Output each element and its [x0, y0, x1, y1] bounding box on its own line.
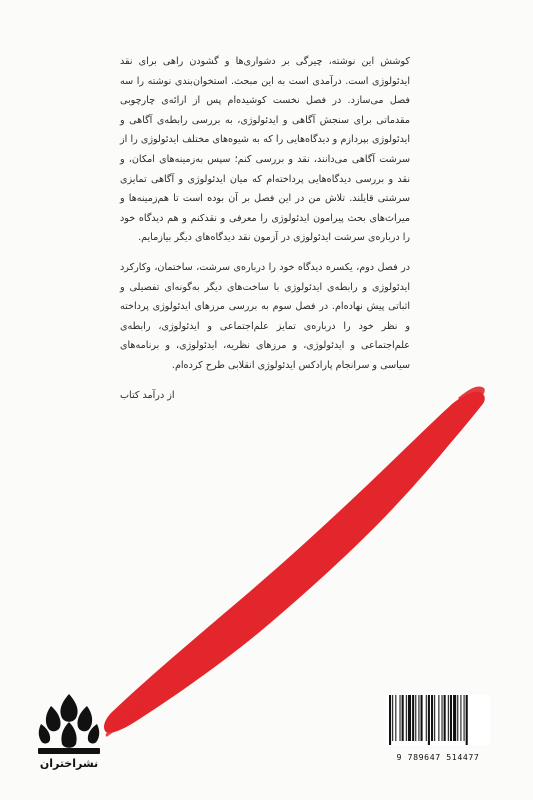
- barcode-bar: [442, 695, 443, 741]
- barcode-bar: [395, 695, 396, 741]
- source-caption: از درآمد کتاب: [120, 389, 175, 401]
- onion-dome-logo-icon: [36, 692, 102, 756]
- barcode-bar: [438, 695, 439, 741]
- brush-stroke-main: [104, 392, 485, 733]
- barcode-bar: [415, 695, 416, 741]
- barcode-bar: [421, 695, 423, 741]
- barcode-bar: [448, 695, 449, 741]
- barcode-bar: [389, 695, 391, 745]
- barcode-bar: [460, 695, 461, 741]
- back-cover-text: [120, 52, 410, 415]
- barcode-bar: [408, 695, 411, 741]
- barcode-bar: [418, 695, 419, 741]
- barcode-bar: [466, 695, 468, 745]
- barcode-bars: [386, 695, 490, 745]
- publisher-logo-graphic: [36, 692, 102, 756]
- barcode-bar: [464, 695, 465, 741]
- barcode-bar: [426, 695, 427, 741]
- isbn-number: 9 789647 514477: [396, 752, 480, 762]
- publisher-name: نشراختران: [39, 757, 99, 770]
- barcode-bar: [453, 695, 456, 741]
- barcode-bar: [406, 695, 407, 741]
- paragraph-intro: کوشش این نوشته، چیرگی بر دشواری‌ها و گشودن راهی برای نقد ایدئولوژی است. درآمدی است به این مبحث. استخوان‌بندی نوشته را سه فصل می‌سازد. در فصل نخست کوشیده‌ام پس از ارائه‌ی چارچوبی مقدماتی برای سنجش آگاهی و ایدئولوژی، به بررسی رابطه‌ی آگاهی و ایدئولوژی بپردازم و دیدگاه‌هایی را که به شیوه‌های مختلف ایدئولوژی را از سرشت آگاهی می‌دانند، نقد و بررسی کنم؛ سپس به‌زمینه‌های امکان، و نقد و بررسی دیدگاه‌هایی پرداخته‌ام که میان ایدئولوژی و آگاهی تمایزی سرشتی قایلند. تلاش من در این فصل بر آن بوده است تا هم‌زمینه‌ها و میراث‌های بحث پیرامون ایدئولوژی را معرفی و نقدکنم و هم دیدگاه خود را درباره‌ی سرشت ایدئولوژی در آزمون نقد دیدگاه‌های دیگر بیازمایم.: [120, 56, 410, 244]
- barcode-bar: [402, 695, 404, 741]
- barcode-bar: [434, 695, 435, 741]
- isbn-barcode: [386, 695, 490, 745]
- barcode-bar: [412, 695, 414, 741]
- barcode-bar: [400, 695, 401, 741]
- barcode-bar: [457, 695, 458, 741]
- barcode-bar: [444, 695, 446, 741]
- barcode-bar: [392, 695, 393, 741]
- barcode-bar: [428, 695, 430, 745]
- barcode-bar: [431, 695, 433, 741]
- paragraph-chapters: در فصل دوم، یکسره دیدگاه خود را درباره‌ی سرشت، ساختمان، وکارکرد ایدئولوژی و رابطه‌ی ایدئولوژی با ساخت‌های دیگر به‌گونه‌ای تفصیلی و اثباتی پیش نهاده‌ام. در فصل سوم به بررسی مرزهای ایدئولوژی پرداخته و نظر خود را درباره‌ی تمایز علم‌اجتماعی و ایدئولوژی، رابطه‌ی علم‌اجتماعی و ایدئولوژی، و مرزهای نظریه، ایدئولوژی، و برنامه‌های سیاسی و سرانجام پارادکس ایدئولوژی انقلابی طرح کرده‌ام.: [120, 261, 410, 371]
- barcode-bar: [450, 695, 452, 741]
